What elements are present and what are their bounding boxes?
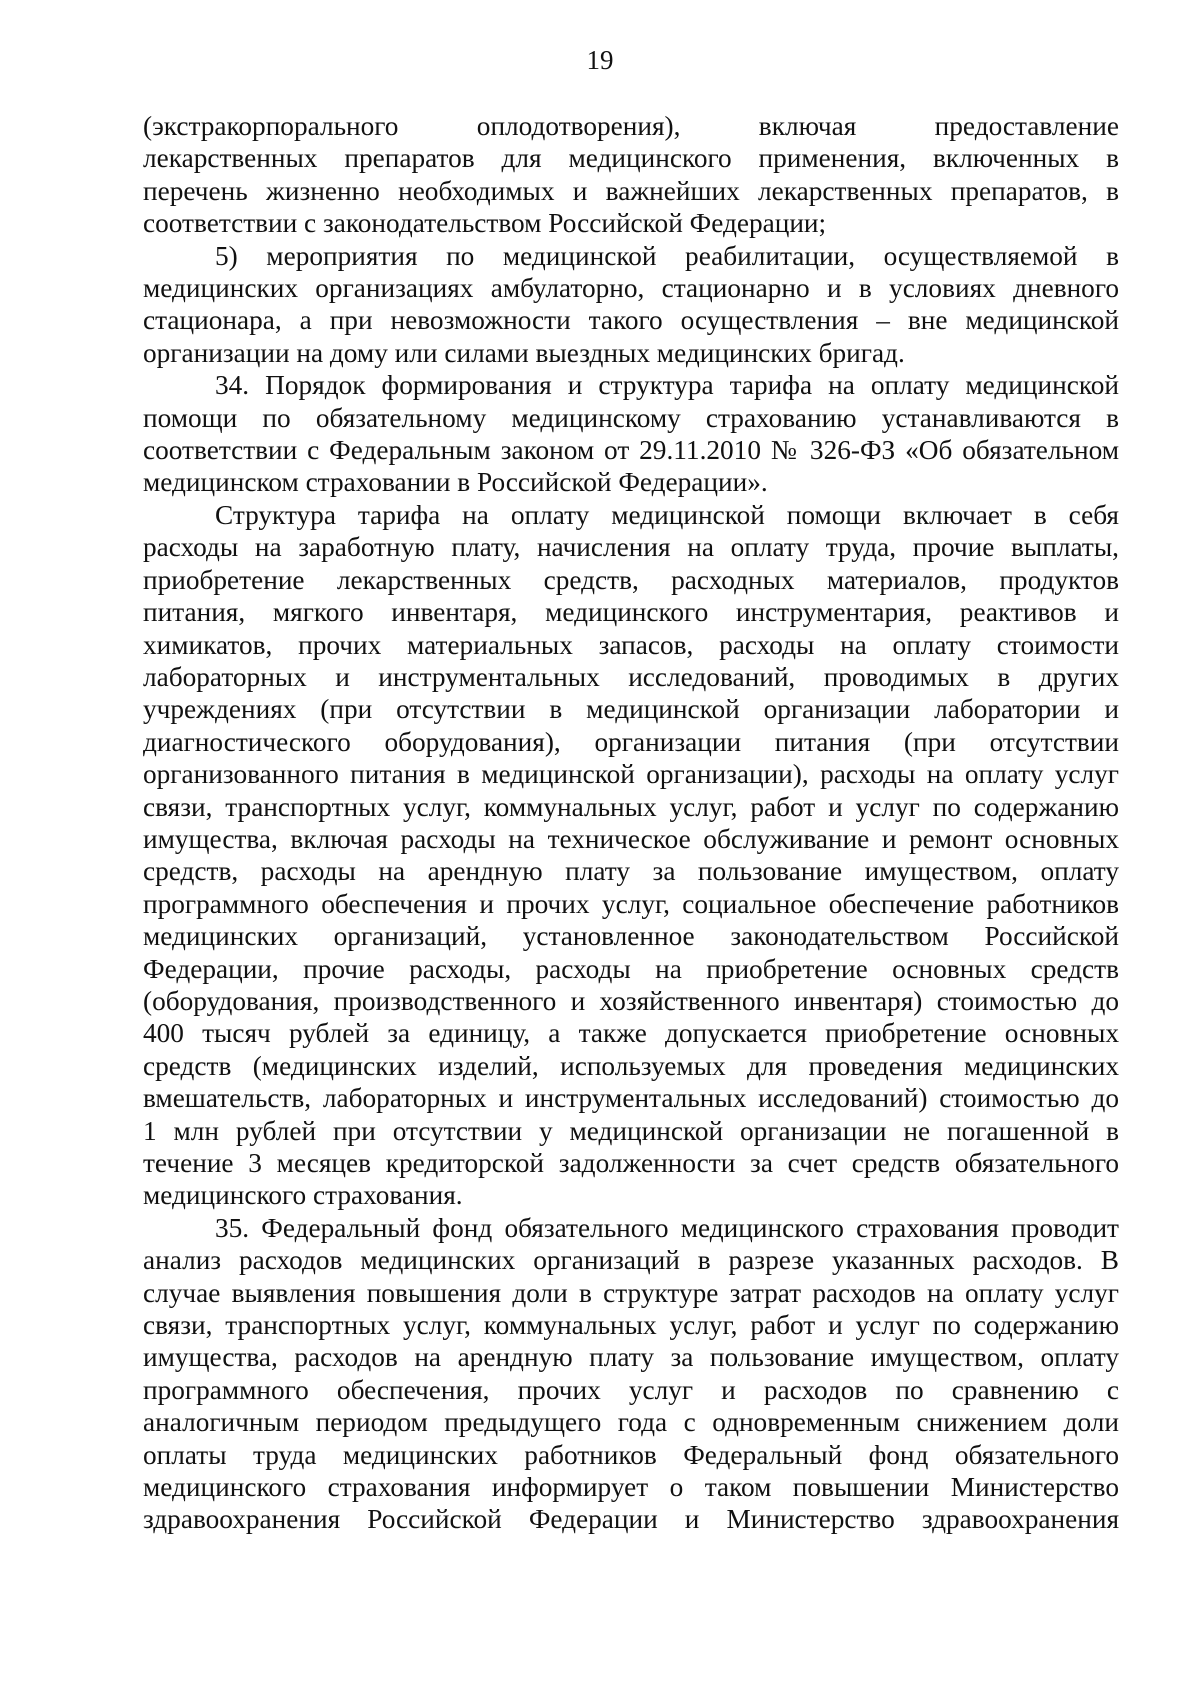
- text-line: аналогичным периодом предыдущего года с одновременным снижением доли: [143, 1407, 1119, 1438]
- text-line: соответствии с законодательством Российской Федерации;: [143, 208, 827, 239]
- paragraph: [143, 110, 1119, 240]
- text-line: помощи по обязательному медицинскому страхованию устанавливаются в: [143, 402, 1119, 433]
- text-line: медицинского страхования информирует о таком повышении Министерство: [143, 1472, 1119, 1503]
- text-line: организации на дому или силами выездных медицинских бригад.: [143, 337, 905, 368]
- text-line: имущества, включая расходы на техническое обслуживание и ремонт основных: [143, 823, 1119, 854]
- paragraph: [143, 369, 1119, 499]
- text-line: программного обеспечения и прочих услуг, социальное обеспечение работников: [143, 888, 1119, 919]
- text-line: перечень жизненно необходимых и важнейших лекарственных препаратов, в: [143, 175, 1119, 206]
- text-line: стационара, а при невозможности такого осуществления – вне медицинской: [143, 305, 1119, 336]
- text-line: (оборудования, производственного и хозяйственного инвентаря) стоимостью до: [143, 985, 1119, 1016]
- text-line: 1 млн рублей при отсутствии у медицинской организации не погашенной в: [143, 1115, 1119, 1146]
- text-line: приобретение лекарственных средств, расходных материалов, продуктов: [143, 564, 1119, 595]
- text-line: программного обеспечения, прочих услуг и расходов по сравнению с: [143, 1374, 1119, 1405]
- text-line: лекарственных препаратов для медицинского применения, включенных в: [143, 143, 1119, 174]
- text-line: 400 тысяч рублей за единицу, а также допускается приобретение основных: [143, 1018, 1119, 1049]
- text-line: медицинских организациях амбулаторно, стационарно и в условиях дневного: [143, 273, 1119, 304]
- text-line: Структура тарифа на оплату медицинской помощи включает в себя: [215, 499, 1119, 530]
- document-body: [143, 110, 1119, 1536]
- page-number: 19: [586, 45, 614, 75]
- paragraph: [143, 240, 1119, 370]
- text-line: расходы на заработную плату, начисления на оплату труда, прочие выплаты,: [143, 532, 1119, 563]
- text-line: питания, мягкого инвентаря, медицинского инструментария, реактивов и: [143, 597, 1119, 628]
- text-line: связи, транспортных услуг, коммунальных услуг, работ и услуг по содержанию: [143, 1310, 1119, 1341]
- paragraph: [143, 499, 1119, 1212]
- text-line: соответствии с Федеральным законом от 29.11.2010 № 326-ФЗ «Об обязательном: [143, 435, 1119, 466]
- text-line: лабораторных и инструментальных исследований, проводимых в других: [143, 661, 1119, 692]
- text-line: 35. Федеральный фонд обязательного медицинского страхования проводит: [215, 1212, 1119, 1243]
- text-line: диагностического оборудования), организации питания (при отсутствии: [143, 726, 1119, 757]
- text-line: анализ расходов медицинских организаций в разрезе указанных расходов. В: [143, 1245, 1119, 1276]
- text-line: средств, расходы на арендную плату за пользование имуществом, оплату: [143, 856, 1119, 887]
- text-line: организованного питания в медицинской организации), расходы на оплату услуг: [143, 759, 1119, 790]
- text-line: учреждениях (при отсутствии в медицинской организации лаборатории и: [143, 694, 1119, 725]
- text-line: медицинских организаций, установленное законодательством Российской: [143, 921, 1119, 952]
- text-line: 34. Порядок формирования и структура тарифа на оплату медицинской: [215, 370, 1119, 401]
- text-line: связи, транспортных услуг, коммунальных услуг, работ и услуг по содержанию: [143, 791, 1119, 822]
- text-line: случае выявления повышения доли в структуре затрат расходов на оплату услуг: [143, 1277, 1119, 1308]
- text-line: медицинского страхования.: [143, 1180, 463, 1211]
- text-line: Федерации, прочие расходы, расходы на приобретение основных средств: [143, 953, 1119, 984]
- text-line: 5) мероприятия по медицинской реабилитации, осуществляемой в: [215, 240, 1119, 271]
- text-line: (экстракорпорального оплодотворения), включая предоставление: [143, 111, 1119, 141]
- text-line: оплаты труда медицинских работников Федеральный фонд обязательного: [143, 1439, 1119, 1470]
- text-line: химикатов, прочих материальных запасов, расходы на оплату стоимости: [143, 629, 1119, 660]
- text-line: имущества, расходов на арендную плату за пользование имуществом, оплату: [143, 1342, 1119, 1373]
- paragraph: [143, 1212, 1119, 1536]
- text-line: медицинском страховании в Российской Федерации».: [143, 467, 768, 498]
- text-line: здравоохранения Российской Федерации и Министерство здравоохранения: [143, 1504, 1119, 1535]
- text-line: вмешательств, лабораторных и инструментальных исследований) стоимостью до: [143, 1083, 1119, 1114]
- text-line: средств (медицинских изделий, используемых для проведения медицинских: [143, 1050, 1119, 1081]
- text-line: течение 3 месяцев кредиторской задолженности за счет средств обязательного: [143, 1148, 1119, 1178]
